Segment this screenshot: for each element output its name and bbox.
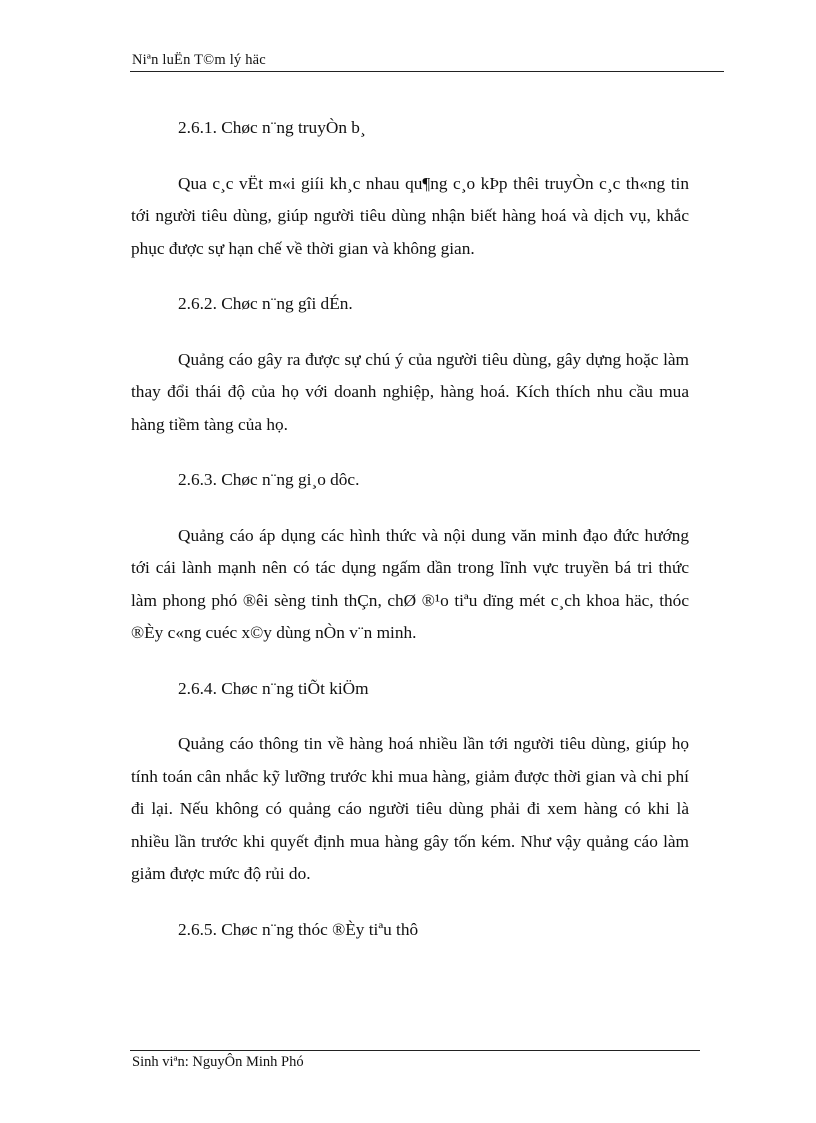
section-heading-2-6-5: 2.6.5. Chøc n¨ng thóc ®Èy tiªu thô (178, 919, 419, 939)
section-heading-2-6-4: 2.6.4. Chøc n¨ng tiÕt kiÖm (178, 678, 369, 698)
section-heading-2-6-2: 2.6.2. Chøc n¨ng gîi dÉn. (178, 294, 353, 313)
page-footer-author: Sinh viªn: NguyÔn Minh Phó (132, 1054, 304, 1070)
section-paragraph-2-6-1: Qua c¸c vËt m«i giíi kh¸c nhau qu¶ng c¸o kÞp thêi truyÒn c¸c th«ng tin tới người tiêu dùng, giúp người tiêu dùng nhận biết hàng hoá và dịch vụ, khắc phục được sự hạn chế về thời gian và không gian. (131, 173, 689, 258)
section-paragraph-2-6-2: Quảng cáo gây ra được sự chú ý của người tiêu dùng, gây dựng hoặc làm thay đổi thái độ của họ với doanh nghiệp, hàng hoá. Kích thích nhu cầu mua hàng tiềm tàng của họ. (131, 349, 689, 434)
footer-divider (130, 1050, 700, 1051)
header-divider (130, 71, 724, 72)
section-paragraph-2-6-4: Quảng cáo thông tin về hàng hoá nhiều lần tới người tiêu dùng, giúp họ tính toán cân nhắc kỹ lưỡng trước khi mua hàng, giảm được thời gian và chi phí đi lại. Nếu không có quảng cáo người tiêu dùng phải đi xem hàng có khi là nhiều lần trước khi quyết định mua hàng gây tốn kém. Như vậy quảng cáo làm giảm được mức độ rủi do. (131, 734, 689, 883)
section-paragraph-2-6-3: Quảng cáo áp dụng các hình thức và nội dung văn minh đạo đức hướng tới cái lành mạnh nên có tác dụng ngấm dần trong lĩnh vực truyền bá tri thức làm phong phó ®êi sèng tinh thÇn, chØ ®¹o tiªu dïng mét c¸ch khoa häc, thóc ®Èy c«ng cuéc x©y dùng nÒn v¨n minh. (131, 525, 689, 642)
page-header-title: Niªn luËn T©m lý häc (132, 52, 266, 68)
document-body (131, 112, 689, 969)
section-heading-2-6-1: 2.6.1. Chøc n¨ng truyÒn b¸ (178, 118, 366, 137)
section-heading-2-6-3: 2.6.3. Chøc n¨ng gi¸o dôc. (178, 470, 360, 489)
